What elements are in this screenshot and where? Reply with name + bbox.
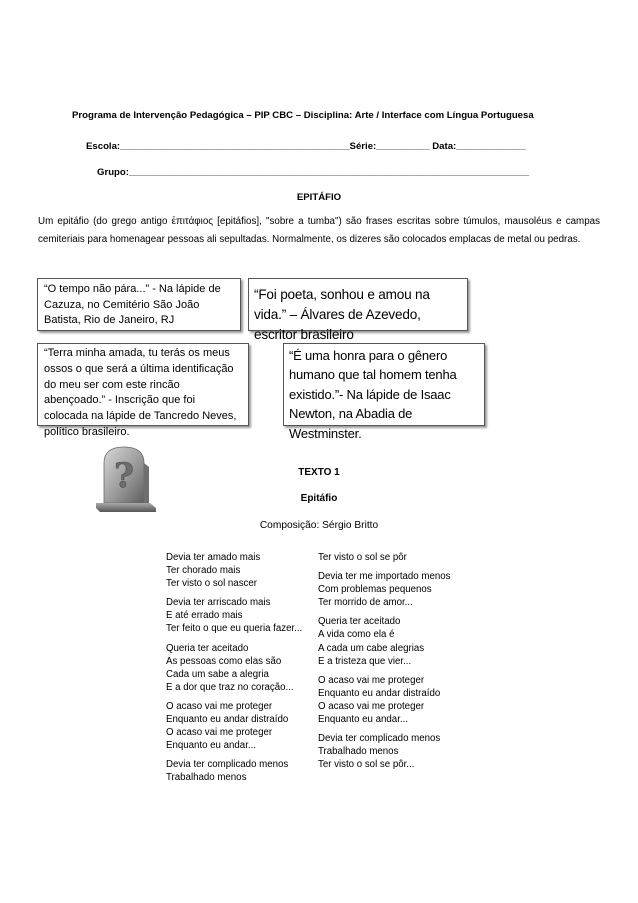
lyric-line: Devia ter me importado menos xyxy=(318,571,451,583)
lyric-line: O acaso vai me proteger xyxy=(166,727,273,739)
lyric-line: Queria ter aceitado xyxy=(318,616,401,628)
lyric-line: Queria ter aceitado xyxy=(166,642,249,654)
program-header: Programa de Intervenção Pedagógica – PIP CBC – Disciplina: Arte / Interface com Língua Portuguesa xyxy=(72,110,534,121)
lyric-line: E a dor que traz no coração... xyxy=(166,681,294,693)
lyric-line: O acaso vai me proteger xyxy=(166,700,273,712)
stanza xyxy=(166,642,302,694)
lyrics-right-column xyxy=(318,551,450,771)
stanza xyxy=(166,700,302,752)
stanza xyxy=(318,674,450,726)
stanza xyxy=(166,596,302,635)
lyric-line: Ter feito o que eu queria fazer... xyxy=(166,623,303,635)
lyric-line: Ter chorado mais xyxy=(166,565,241,577)
quote-box-tancredo: “Terra minha amada, tu terás os meus ossos o que será a última identificação do meu ser com este rincão abençoado.” - Inscrição que foi colocada na lápide de Tancredo Neves, político brasileiro. xyxy=(37,343,249,426)
lyric-line: Cada um sabe a alegria xyxy=(166,668,269,680)
svg-text:?: ? xyxy=(114,456,134,496)
stanza xyxy=(318,732,450,771)
lyric-line: Ter morrido de amor... xyxy=(318,597,413,609)
lyric-line: Trabalhado menos xyxy=(166,772,247,784)
lyric-line: E a tristeza que vier... xyxy=(318,655,412,667)
lyric-line: E até errado mais xyxy=(166,610,243,622)
lyric-line: O acaso vai me proteger xyxy=(318,674,425,686)
lyric-line: Ter visto o sol nascer xyxy=(166,578,257,590)
stanza xyxy=(166,758,302,784)
quote-box-cazuza: “O tempo não pára...” - Na lápide de Cazuza, no Cemitério São João Batista, Rio de Janeiro, RJ xyxy=(37,278,241,331)
quote-box-newton: “É uma honra para o gênero humano que tal homem tenha existido.”- Na lápide de Isaac Newton, na Abadia de Westminster. xyxy=(283,343,485,426)
quote-box-alvares: “Foi poeta, sonhou e amou na vida.” – Álvares de Azevedo, escritor brasileiro xyxy=(248,278,468,331)
text1-composer: Composição: Sérgio Britto xyxy=(259,520,379,531)
stanza xyxy=(166,551,302,590)
lyric-line: Devia ter amado mais xyxy=(166,552,261,563)
lyric-line: Ter visto o sol se pôr xyxy=(318,552,407,563)
stanza xyxy=(318,551,450,564)
text1-title: Epitáfio xyxy=(300,493,338,504)
lyric-line: O acaso vai me proteger xyxy=(318,700,425,712)
lyric-line: A vida como ela é xyxy=(318,629,395,641)
lyric-line: Devia ter complicado menos xyxy=(318,733,441,745)
lyric-line: Enquanto eu andar... xyxy=(318,714,408,726)
lyric-line: Enquanto eu andar... xyxy=(166,740,256,752)
lyric-line: Ter visto o sol se pôr... xyxy=(318,759,415,771)
intro-paragraph: Um epitáfio (do grego antigo ἐπιτάφιος [epitáfios], "sobre a tumba") são frases escritas sobre túmulos, mausoléus e campas cemiteriais para homenagear pessoas ali sepultadas. Normalmente, os dizeres são colocados emplacas de metal ou pedras. xyxy=(38,216,600,245)
text1-label: TEXTO 1 xyxy=(298,467,340,478)
page-title: EPITÁFIO xyxy=(296,192,342,203)
lyric-line: Devia ter arriscado mais xyxy=(166,597,271,609)
lyric-line: A cada um cabe alegrias xyxy=(318,642,425,654)
lyrics-left-column xyxy=(166,551,302,785)
lyric-line: Trabalhado menos xyxy=(318,746,399,758)
stanza xyxy=(318,615,450,667)
school-line: Escola:___________________________________________Série:__________ Data:_____________ xyxy=(86,141,526,152)
lyric-line: Devia ter complicado menos xyxy=(166,759,289,771)
lyric-line: As pessoas como elas são xyxy=(166,655,282,667)
group-line: Grupo:___________________________________________________________________________ xyxy=(97,167,530,178)
stanza xyxy=(318,570,450,609)
lyric-line: Com problemas pequenos xyxy=(318,584,432,596)
lyric-line: Enquanto eu andar distraído xyxy=(166,714,289,726)
lyric-line: Enquanto eu andar distraído xyxy=(318,687,441,699)
